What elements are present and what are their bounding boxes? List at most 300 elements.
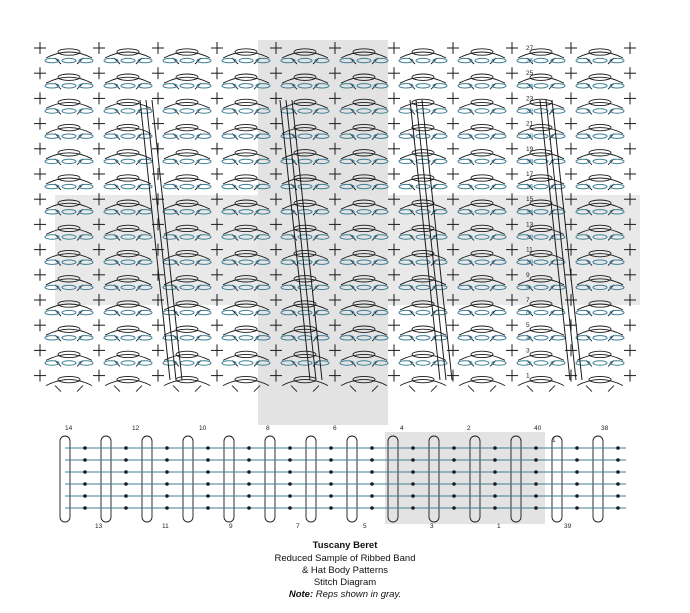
ch-stitch-blue	[222, 159, 236, 163]
ch-stitch-blue	[180, 58, 194, 62]
ch-stitch-blue	[458, 58, 472, 62]
ch-stitch-blue	[399, 336, 413, 340]
ch-stitch-blue	[121, 361, 135, 365]
slip-stitch	[411, 494, 415, 498]
slip-stitch	[493, 494, 497, 498]
slip-stitch	[534, 446, 538, 450]
row-number: 26	[526, 57, 534, 65]
ch-stitch-blue	[492, 159, 506, 163]
ch-stitch-blue	[121, 58, 135, 62]
slip-stitch	[124, 470, 128, 474]
body-column-number: 14	[65, 425, 73, 432]
row-number: 13	[526, 221, 534, 229]
row-number: 24	[526, 82, 534, 90]
ch-stitch-blue	[399, 184, 413, 188]
slip-stitch	[206, 470, 210, 474]
ch-stitch-blue	[399, 361, 413, 365]
ch-stitch-blue	[458, 336, 472, 340]
ch-stitch-blue	[492, 84, 506, 88]
ch-stitch-blue	[576, 58, 590, 62]
ch-stitch-blue	[62, 361, 76, 365]
ch-stitch-blue	[534, 184, 548, 188]
ch-stitch-blue	[492, 310, 506, 314]
ch-stitch-blue	[492, 336, 506, 340]
ch-stitch-blue	[576, 361, 590, 365]
ch-stitch-blue	[45, 184, 59, 188]
slip-stitch	[247, 482, 251, 486]
ch-stitch-blue	[45, 159, 59, 163]
ch-stitch-blue	[593, 134, 607, 138]
body-column-number: 6	[333, 425, 337, 432]
slip-stitch	[616, 470, 620, 474]
ch-stitch-blue	[534, 361, 548, 365]
ch-stitch-blue	[399, 134, 413, 138]
ch-stitch-blue	[222, 84, 236, 88]
ch-stitch-blue	[416, 84, 430, 88]
slip-stitch	[165, 482, 169, 486]
ch-stitch-blue	[222, 109, 236, 113]
band-column-number: 3	[430, 523, 434, 530]
slip-stitch	[534, 494, 538, 498]
ch-stitch-blue	[610, 109, 624, 113]
ch-stitch-blue	[433, 361, 447, 365]
row-number: 11	[526, 246, 533, 254]
ch-stitch-blue	[79, 159, 93, 163]
diagram-title: Tuscany Beret	[312, 540, 378, 551]
slip-stitch	[616, 482, 620, 486]
slip-stitch	[83, 458, 87, 462]
ch-stitch-blue	[576, 134, 590, 138]
slip-stitch	[411, 482, 415, 486]
slip-stitch	[329, 446, 333, 450]
slip-stitch	[247, 470, 251, 474]
note-text: Reps shown in gray.	[315, 589, 402, 600]
row-number: 8	[526, 284, 530, 292]
ch-stitch-blue	[458, 310, 472, 314]
ch-stitch-blue	[62, 159, 76, 163]
ch-stitch-blue	[163, 361, 177, 365]
ch-stitch-blue	[433, 109, 447, 113]
row-number: 25	[526, 70, 534, 78]
diagram-subtitle-line-2: & Hat Body Patterns	[301, 565, 389, 576]
slip-stitch	[165, 506, 169, 510]
ch-stitch-blue	[475, 159, 489, 163]
ch-stitch-blue	[222, 134, 236, 138]
diagram-subtitle-line-3: Stitch Diagram	[313, 577, 377, 588]
ch-stitch-blue	[180, 109, 194, 113]
band-rib	[224, 436, 234, 522]
ch-stitch-blue	[180, 159, 194, 163]
row-number: 16	[526, 183, 534, 191]
ch-stitch-blue	[399, 58, 413, 62]
row-number: 19	[526, 145, 534, 153]
ch-stitch-blue	[121, 184, 135, 188]
slip-stitch	[206, 494, 210, 498]
slip-stitch	[452, 470, 456, 474]
slip-stitch	[575, 506, 579, 510]
slip-stitch	[247, 446, 251, 450]
slip-stitch	[288, 446, 292, 450]
slip-stitch	[329, 482, 333, 486]
row-number: 9	[526, 271, 530, 279]
slip-stitch	[206, 482, 210, 486]
ch-stitch-blue	[45, 361, 59, 365]
slip-stitch	[124, 458, 128, 462]
ch-stitch-blue	[197, 184, 211, 188]
ch-stitch-blue	[416, 310, 430, 314]
ch-stitch-blue	[104, 361, 118, 365]
slip-stitch	[575, 446, 579, 450]
slip-stitch	[288, 482, 292, 486]
ch-stitch-blue	[433, 84, 447, 88]
ch-stitch-blue	[458, 134, 472, 138]
dc-post	[409, 386, 415, 392]
dc-post	[608, 386, 614, 392]
ch-stitch-blue	[197, 109, 211, 113]
ch-stitch-blue	[475, 84, 489, 88]
slip-stitch	[411, 470, 415, 474]
slip-stitch	[288, 494, 292, 498]
band-column-number: 1	[497, 523, 501, 530]
ch-stitch-blue	[239, 336, 253, 340]
slip-stitch	[493, 470, 497, 474]
ch-stitch-blue	[222, 361, 236, 365]
slip-stitch	[288, 470, 292, 474]
band-rib	[60, 436, 70, 522]
slip-stitch	[124, 482, 128, 486]
ch-stitch-blue	[104, 184, 118, 188]
slip-stitch	[124, 494, 128, 498]
ch-stitch-blue	[197, 134, 211, 138]
row-number: 6	[526, 309, 530, 317]
ch-stitch-blue	[458, 84, 472, 88]
ch-stitch-blue	[475, 361, 489, 365]
row-number: 4	[526, 334, 530, 342]
slip-stitch	[165, 458, 169, 462]
slip-stitch	[370, 506, 374, 510]
ch-stitch-blue	[593, 84, 607, 88]
slip-stitch	[493, 482, 497, 486]
ch-stitch-blue	[197, 336, 211, 340]
dc-post	[114, 386, 120, 392]
ch-stitch-blue	[197, 58, 211, 62]
dc-post	[431, 386, 437, 392]
slip-stitch	[534, 506, 538, 510]
ch-stitch-blue	[104, 58, 118, 62]
ch-stitch-blue	[416, 134, 430, 138]
ch-stitch-blue	[180, 361, 194, 365]
ch-stitch-blue	[138, 336, 152, 340]
ch-stitch-blue	[551, 58, 565, 62]
ch-stitch-blue	[180, 84, 194, 88]
slip-stitch	[616, 494, 620, 498]
band-column-number: 5	[363, 523, 367, 530]
body-column-number: 10	[199, 425, 207, 432]
ch-stitch-blue	[163, 58, 177, 62]
ch-stitch-blue	[79, 184, 93, 188]
band-rib	[183, 436, 193, 522]
slip-stitch	[247, 494, 251, 498]
dc-post	[527, 386, 533, 392]
ch-stitch-blue	[62, 84, 76, 88]
slip-stitch	[329, 458, 333, 462]
slip-stitch	[370, 458, 374, 462]
dc-post	[136, 386, 142, 392]
slip-stitch	[124, 506, 128, 510]
row-number: 10	[526, 259, 534, 267]
ch-stitch-blue	[593, 58, 607, 62]
ch-stitch-blue	[534, 134, 548, 138]
ch-stitch-blue	[416, 184, 430, 188]
ch-stitch-blue	[576, 184, 590, 188]
ch-stitch-blue	[239, 134, 253, 138]
ch-stitch-blue	[62, 310, 76, 314]
slip-stitch	[206, 506, 210, 510]
slip-stitch	[493, 458, 497, 462]
row-number: 12	[526, 234, 534, 241]
ch-stitch-blue	[593, 310, 607, 314]
ch-stitch-blue	[475, 58, 489, 62]
ch-stitch-blue	[121, 84, 135, 88]
ch-stitch-blue	[163, 159, 177, 163]
slip-stitch	[411, 506, 415, 510]
ch-stitch-blue	[416, 361, 430, 365]
ch-stitch-blue	[433, 184, 447, 188]
ch-stitch-blue	[163, 134, 177, 138]
row-number: 22	[526, 108, 534, 115]
slip-stitch	[452, 446, 456, 450]
ch-stitch-blue	[492, 109, 506, 113]
slip-stitch	[124, 446, 128, 450]
body-column-number: 2	[467, 425, 471, 432]
ch-stitch-blue	[104, 310, 118, 314]
ch-stitch-blue	[104, 159, 118, 163]
slip-stitch	[534, 482, 538, 486]
ch-stitch-blue	[399, 159, 413, 163]
row-number: 15	[526, 196, 534, 204]
ch-stitch-blue	[534, 336, 548, 340]
row-number: 1	[526, 372, 530, 380]
ch-stitch-blue	[62, 184, 76, 188]
dc-post	[173, 386, 179, 392]
ch-stitch-blue	[551, 134, 565, 138]
ch-stitch-blue	[180, 184, 194, 188]
ch-stitch-blue	[79, 310, 93, 314]
body-column-number: 8	[266, 425, 270, 432]
slip-stitch	[411, 458, 415, 462]
ch-stitch-blue	[79, 361, 93, 365]
ch-stitch-blue	[121, 310, 135, 314]
slip-stitch	[575, 458, 579, 462]
dc-post	[468, 386, 474, 392]
ch-stitch-blue	[399, 84, 413, 88]
ch-stitch-blue	[239, 310, 253, 314]
ch-stitch-blue	[492, 361, 506, 365]
ch-stitch-blue	[610, 184, 624, 188]
ch-stitch-blue	[416, 58, 430, 62]
ch-stitch-blue	[610, 361, 624, 365]
note-label: Note:	[288, 589, 314, 600]
slip-stitch	[83, 470, 87, 474]
slip-stitch	[83, 494, 87, 498]
row-number: 2	[526, 360, 530, 367]
ch-stitch-blue	[62, 134, 76, 138]
dc-post	[195, 386, 201, 392]
dc-post	[55, 386, 61, 392]
ch-stitch-blue	[138, 159, 152, 163]
row-number: 14	[526, 208, 534, 216]
ch-stitch-blue	[475, 109, 489, 113]
ch-stitch-blue	[45, 134, 59, 138]
slip-stitch	[83, 482, 87, 486]
ch-stitch-blue	[239, 109, 253, 113]
ch-stitch-blue	[475, 184, 489, 188]
ch-stitch-blue	[222, 310, 236, 314]
band-rib	[306, 436, 316, 522]
ch-stitch-blue	[551, 84, 565, 88]
ch-stitch-blue	[593, 336, 607, 340]
ch-stitch-blue	[416, 336, 430, 340]
band-rib	[593, 436, 603, 522]
slip-stitch	[452, 482, 456, 486]
ch-stitch-blue	[551, 184, 565, 188]
ch-stitch-blue	[433, 134, 447, 138]
body-column-number: 40	[534, 425, 542, 432]
ch-stitch-blue	[222, 336, 236, 340]
ch-stitch-blue	[45, 84, 59, 88]
row-number: 17	[526, 171, 534, 178]
ch-stitch-blue	[534, 84, 548, 88]
band-rib	[101, 436, 111, 522]
slip-stitch	[534, 470, 538, 474]
ch-stitch-blue	[610, 58, 624, 62]
ch-stitch-blue	[138, 58, 152, 62]
dc-post	[490, 386, 496, 392]
row-number: 7	[526, 297, 530, 304]
slip-stitch	[452, 494, 456, 498]
slip-stitch	[411, 446, 415, 450]
ch-stitch-blue	[197, 310, 211, 314]
slip-stitch	[206, 446, 210, 450]
dc-post	[77, 386, 83, 392]
ch-stitch-blue	[492, 184, 506, 188]
ch-stitch-blue	[79, 336, 93, 340]
ch-stitch-blue	[492, 58, 506, 62]
ch-stitch-blue	[610, 159, 624, 163]
ch-stitch-blue	[104, 336, 118, 340]
ch-stitch-blue	[534, 58, 548, 62]
ch-stitch-blue	[610, 336, 624, 340]
diagram-note	[0, 589, 690, 600]
ch-stitch-blue	[163, 109, 177, 113]
ch-stitch-blue	[239, 184, 253, 188]
slip-stitch	[575, 494, 579, 498]
ch-stitch-blue	[475, 134, 489, 138]
ch-stitch-blue	[45, 336, 59, 340]
ch-stitch-blue	[576, 109, 590, 113]
band-rib	[265, 436, 275, 522]
ch-stitch-blue	[163, 84, 177, 88]
ch-stitch-blue	[239, 84, 253, 88]
ch-stitch-blue	[197, 361, 211, 365]
ch-stitch-blue	[79, 134, 93, 138]
slip-stitch	[370, 494, 374, 498]
slip-stitch	[329, 494, 333, 498]
ch-stitch-blue	[593, 109, 607, 113]
ch-stitch-blue	[180, 134, 194, 138]
row-number: 5	[526, 322, 530, 330]
ch-stitch-blue	[551, 336, 565, 340]
slip-stitch	[370, 470, 374, 474]
body-column-number: 4	[400, 425, 404, 432]
ch-stitch-blue	[45, 310, 59, 314]
ch-stitch-blue	[121, 159, 135, 163]
ch-stitch-blue	[222, 184, 236, 188]
slip-stitch	[165, 446, 169, 450]
ch-stitch-blue	[433, 58, 447, 62]
slip-stitch	[370, 446, 374, 450]
ch-stitch-blue	[79, 58, 93, 62]
ch-stitch-blue	[121, 109, 135, 113]
row-number: 18	[526, 158, 534, 166]
ch-stitch-blue	[239, 58, 253, 62]
ch-stitch-blue	[79, 109, 93, 113]
slip-stitch	[575, 482, 579, 486]
ch-stitch-blue	[576, 84, 590, 88]
band-column-number: 13	[95, 523, 103, 530]
dc-post	[586, 386, 592, 392]
dc-post	[549, 386, 555, 392]
ch-stitch-blue	[180, 310, 194, 314]
slip-stitch	[616, 458, 620, 462]
body-column-number: 12	[132, 425, 140, 432]
ch-stitch-blue	[138, 361, 152, 365]
ch-stitch-blue	[45, 109, 59, 113]
ch-stitch-blue	[593, 159, 607, 163]
band-column-number: 7	[296, 523, 300, 530]
row-number: 27	[526, 45, 534, 52]
ch-stitch-blue	[79, 84, 93, 88]
ch-stitch-blue	[62, 109, 76, 113]
row-number: 3	[526, 347, 530, 355]
slip-stitch	[247, 506, 251, 510]
slip-stitch	[165, 494, 169, 498]
ch-stitch-blue	[163, 184, 177, 188]
slip-stitch	[247, 458, 251, 462]
ch-stitch-blue	[180, 336, 194, 340]
ch-stitch-blue	[197, 159, 211, 163]
slip-stitch	[288, 506, 292, 510]
band-rib	[142, 436, 152, 522]
ch-stitch-blue	[475, 336, 489, 340]
row-number: 20	[526, 133, 534, 141]
ch-stitch-blue	[458, 361, 472, 365]
slip-stitch	[83, 506, 87, 510]
ch-stitch-blue	[433, 159, 447, 163]
ch-stitch-blue	[104, 109, 118, 113]
band-column-number: 11	[162, 523, 169, 530]
band-column-number: 9	[229, 523, 233, 530]
slip-stitch	[206, 458, 210, 462]
ch-stitch-blue	[610, 310, 624, 314]
ch-stitch-blue	[138, 84, 152, 88]
band-column-number: 39	[564, 523, 572, 530]
ch-stitch-blue	[610, 134, 624, 138]
ch-stitch-blue	[45, 58, 59, 62]
slip-stitch	[370, 482, 374, 486]
ch-stitch-blue	[551, 361, 565, 365]
slip-stitch	[493, 446, 497, 450]
